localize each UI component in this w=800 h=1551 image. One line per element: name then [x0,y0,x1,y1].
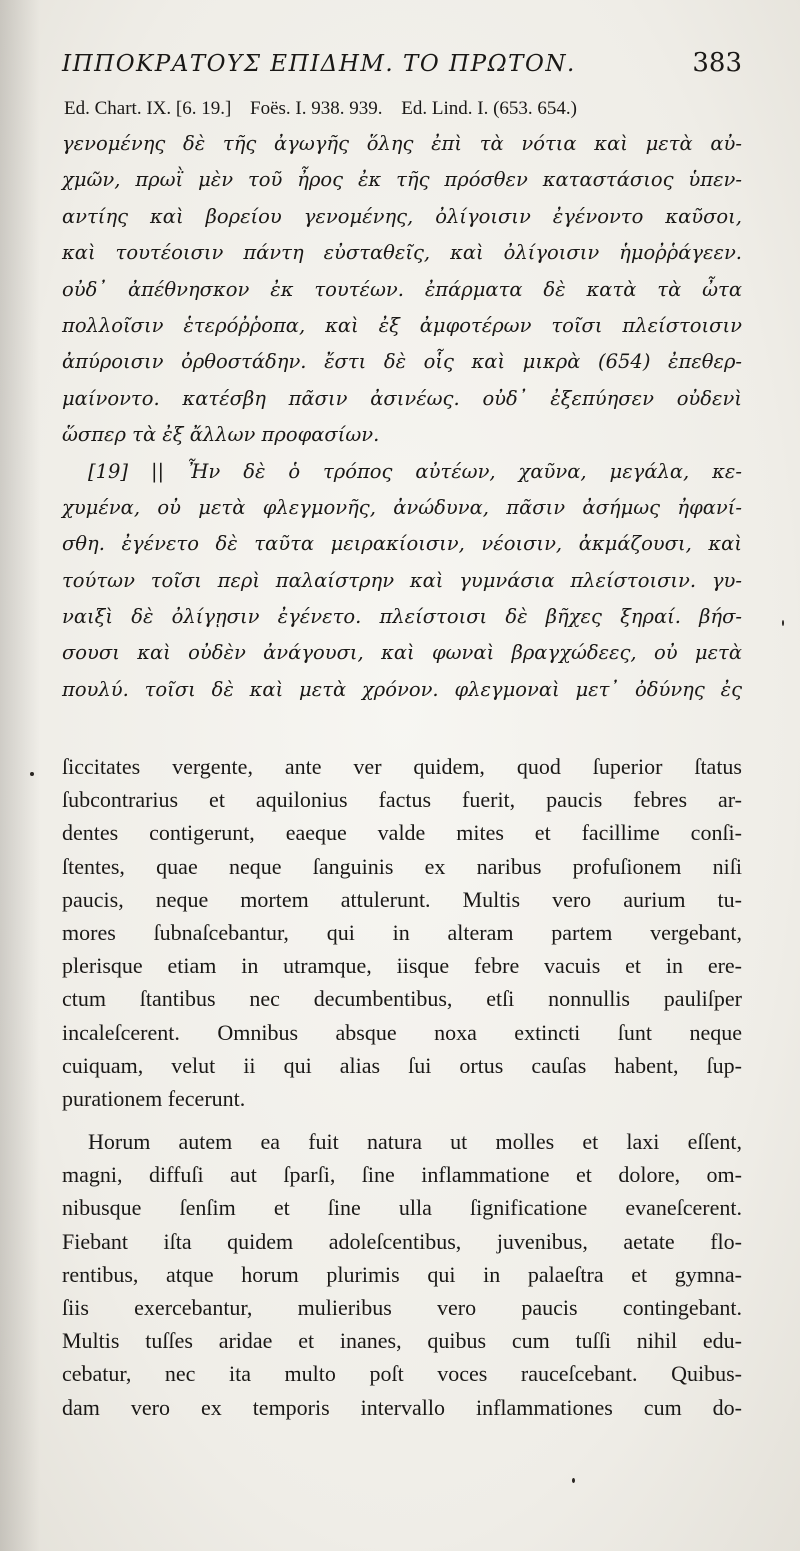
latin-line: ſiccitates vergente, ante ver quidem, quod ſuperior ſtatus [62,754,742,779]
greek-line: ὥσπερ τὰ ἐξ ἄλλων προφασίων. [62,423,380,447]
greek-line: ἀπύροισιν ὀρθοστάδην. ἔστι δὲ οἷς καὶ μικρὰ (654) ἐπεθερ- [62,350,742,374]
greek-line: χυμένα, οὐ μετὰ φλεγμονῆς, ἀνώδυνα, πᾶσιν ἀσήμως ἠφανί- [62,495,742,519]
ink-speck [572,1478,575,1483]
latin-line: mores ſubnaſcebantur, qui in alteram partem vergebant, [62,919,742,945]
latin-line: ctum ſtantibus nec decumbentibus, etſi nonnullis pauliſper [62,986,742,1012]
ink-speck [782,620,784,626]
running-head: ΙΠΠΟΚΡΑΤΟΥΣ ΕΠΙΔΗΜ. ΤΟ ΠΡΩΤΟΝ. [62,51,576,77]
foes-edition-ref: Foës. I. 938. 939. [250,98,383,119]
greek-line: καὶ τουτέοισιν πάντη εὐσταθεῖς, καὶ ὀλίγοισιν ἡμοῤῥάγεεν. [62,241,742,265]
latin-line: rentibus, atque horum plurimis qui in palaeſtra et gymna- [62,1261,742,1287]
greek-line: πολλοῖσιν ἑτερόῤῥοπα, καὶ ἐξ ἀμφοτέρων τοῖσι πλείστοισιν [62,313,742,337]
latin-line: Multis tuſſes aridae et inanes, quibus cum tuſſi nihil edu- [62,1328,742,1354]
paragraph-gap [62,1115,742,1125]
latin-line: ſiis exercebantur, mulieribus vero paucis contingebant. [62,1295,742,1320]
latin-line: incaleſcerent. Omnibus absque noxa extincti ſunt neque [62,1019,742,1045]
latin-line: paucis, neque mortem attulerunt. Multis vero aurium tu- [62,886,742,912]
latin-line: plerisque etiam in utramque, iisque febre vacuis et in ere- [62,953,742,979]
latin-line: cuiquam, velut ii qui alias ſui ortus cauſas habent, ſup- [62,1052,742,1078]
greek-line: γενομένης δὲ τῆς ἀγωγῆς ὅλης ἐπὶ τὰ νότια καὶ μετὰ αὐ- [62,132,742,155]
greek-line: τούτων τοῖσι περὶ παλαίστρην καὶ γυμνάσια πλείστοισιν. γυ- [62,568,742,592]
greek-line: αντίης καὶ βορείου γενομένης, ὀλίγοισιν ἐγένοντο καῦσοι, [62,204,742,228]
latin-line: ſubcontrarius et aquilonius factus fuerit, paucis febres ar- [62,787,742,813]
greek-line: [19] || Ἦν δὲ ὁ τρόπος αὐτέων, χαῦνα, μεγάλα, κε- [88,459,742,483]
lind-edition-ref: Ed. Lind. I. (653. 654.) [401,98,577,119]
greek-line: σουσι καὶ οὐδὲν ἀνάγουσι, καὶ φωναὶ βραγχώδεες, οὐ μετὰ [62,641,742,665]
page-header [62,48,742,92]
greek-line: σθη. ἐγένετο δὲ ταῦτα μειρακίοισιν, νέοισιν, ἀκμάζουσι, καὶ [62,532,742,556]
greek-line: ναιξὶ δὲ ὀλίγῃσιν ἐγένετο. πλείστοισι δὲ βῆχες ξηραί. βήσ- [62,605,742,629]
latin-line: magni, diffuſi aut ſparſi, ſine inflammatione et dolore, om- [62,1162,742,1188]
latin-line: dam vero ex temporis intervallo inflammationes cum do- [62,1394,742,1420]
latin-line: purationem fecerunt. [62,1085,246,1111]
latin-text-block [62,750,742,1424]
page-number: 383 [692,48,742,78]
latin-line: dentes contigerunt, eaeque valde mites et facillime conſi- [62,820,742,846]
edition-reference-line [64,98,744,120]
greek-line: χμῶν, πρωῒ μὲν τοῦ ἦρος ἐκ τῆς πρόσθεν καταστάσιος ὑπεν- [62,168,742,192]
latin-line: Horum autem ea fuit natura ut molles et laxi eſſent, [88,1129,742,1155]
greek-text-block [62,126,742,708]
greek-line: πουλύ. τοῖσι δὲ καὶ μετὰ χρόνον. φλεγμοναὶ μετ᾽ ὀδύνης ἐς [62,677,742,701]
ink-speck [30,772,34,776]
latin-line: cebatur, nec ita multo poſt voces rauceſcebant. Quibus- [62,1361,742,1387]
greek-line: οὐδ᾽ ἀπέθνησκον ἐκ τουτέων. ἐπάρματα δὲ κατὰ τὰ ὦτα [62,277,742,301]
latin-line: ſtentes, quae neque ſanguinis ex naribus profuſionem niſi [62,853,742,879]
latin-line: nibusque ſenſim et ſine ulla ſignificatione evaneſcerent. [62,1195,742,1221]
greek-line: μαίνοντο. κατέσβη πᾶσιν ἀσινέως. οὐδ᾽ ἐξεπύησεν οὐδενὶ [62,386,742,410]
gutter-shadow [0,0,40,1551]
latin-line: Fiebant iſta quidem adoleſcentibus, juvenibus, aetate flo- [62,1228,742,1254]
chart-edition-ref: Ed. Chart. IX. [6. 19.] [64,98,232,119]
